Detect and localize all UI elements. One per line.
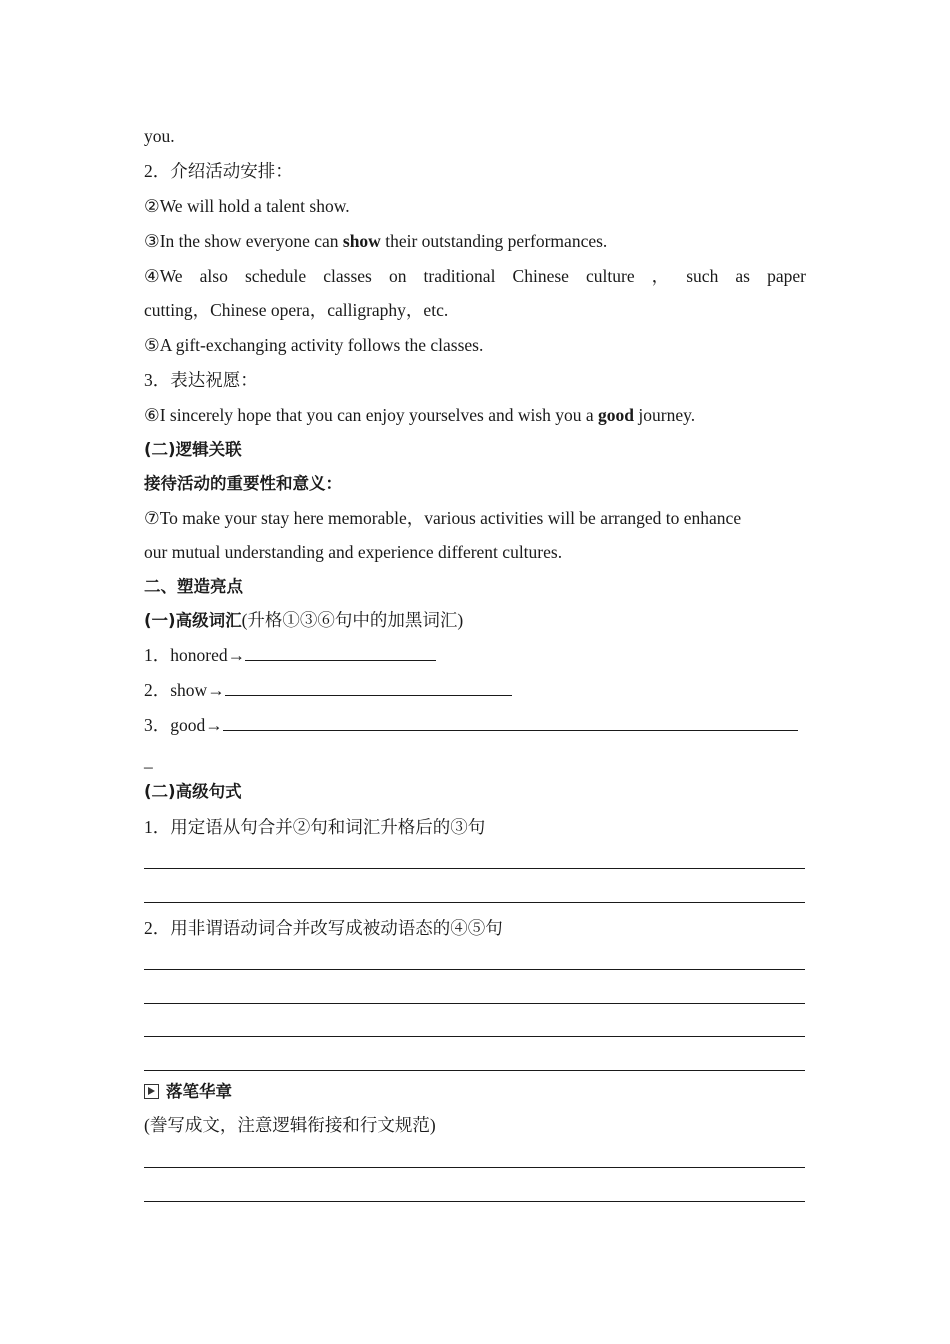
sentence-4-word: as: [735, 266, 750, 286]
sentence-4-line-2: cutting，Chinese opera，calligraphy，etc.: [144, 300, 449, 320]
final-heading: [144, 1080, 232, 1104]
vocab-heading-note: (升格①③⑥句中的加黑词汇): [241, 610, 464, 630]
task-1: 1．用定语从句合并②句和词汇升格后的③句: [144, 817, 486, 837]
answer-line[interactable]: [144, 1167, 805, 1168]
sentence-7-line-2: our mutual understanding and experience different cultures.: [144, 542, 563, 562]
sentence-6-bold-word: good: [598, 405, 635, 425]
vocab-item-3-tail: _: [144, 750, 153, 770]
sentence-3: [144, 229, 607, 253]
vocab-item-1: [144, 643, 436, 667]
sentence-4-word: classes: [323, 266, 372, 286]
vocab-item-3: [144, 713, 798, 737]
answer-line[interactable]: [144, 902, 805, 903]
play-icon: [144, 1084, 159, 1099]
section-heading-wishes: 3．表达祝愿：: [144, 370, 258, 390]
part-2-heading: 二、塑造亮点: [144, 577, 243, 596]
sentence-6: [144, 403, 695, 427]
task-2: 2．用非谓语动词合并改写成被动语态的④⑤句: [144, 918, 503, 938]
sentence-2: ②We will hold a talent show.: [144, 196, 350, 216]
vocab-item-1-blank[interactable]: [245, 645, 436, 661]
sentence-4-word: traditional: [423, 266, 496, 286]
sentence-6-pre: ⑥I sincerely hope that you can enjoy yourselves and wish you a: [144, 405, 599, 425]
text-line-you: you.: [144, 126, 175, 146]
sentence-6-post: journey.: [634, 405, 696, 425]
answer-line[interactable]: [144, 1070, 805, 1071]
sentence-3-post: their outstanding performances.: [380, 231, 608, 251]
vocab-item-3-blank[interactable]: [223, 715, 798, 731]
sentence-4-word: also: [199, 266, 228, 286]
sentence-5: ⑤A gift-exchanging activity follows the classes.: [144, 335, 484, 355]
sentence-4-word: on: [388, 266, 407, 286]
sentence-7-line-1: ⑦To make your stay here memorable，various activities will be arranged to enhance: [144, 508, 742, 528]
sentence-3-bold-word: show: [342, 231, 381, 251]
sentence-4-line-1: [144, 264, 806, 288]
sentence-4-word: ④We: [144, 266, 183, 286]
sentence-4-word: Chinese: [512, 266, 569, 286]
vocab-item-2: [144, 678, 512, 702]
vocab-item-2-blank[interactable]: [225, 680, 512, 696]
sentence-4-word: such: [686, 266, 719, 286]
sentence-3-pre: ③In the show everyone can: [144, 231, 343, 251]
sentence-4-word: ，: [651, 266, 670, 286]
vocab-heading: [144, 608, 463, 633]
sentence-4-word: schedule: [244, 266, 307, 286]
vocab-item-1-label: 1．honored→: [144, 645, 246, 665]
vocab-item-2-label: 2．show→: [144, 680, 225, 700]
sentence-4-word: culture: [586, 266, 635, 286]
sentence-pattern-heading: (二)高级句式: [144, 782, 242, 801]
section-heading-activities: 2．介绍活动安排：: [144, 161, 293, 181]
final-note: (誊写成文，注意逻辑衔接和行文规范): [144, 1115, 436, 1135]
answer-line[interactable]: [144, 868, 805, 869]
answer-line[interactable]: [144, 1036, 805, 1037]
final-heading-title: 落笔华章: [166, 1082, 232, 1101]
logic-heading: (二)逻辑关联: [144, 440, 242, 459]
vocab-item-3-label: 3．good→: [144, 715, 223, 735]
vocab-heading-title: (一)高级词汇: [144, 611, 242, 630]
answer-line[interactable]: [144, 1201, 805, 1202]
logic-subheading: 接待活动的重要性和意义：: [144, 474, 342, 493]
answer-line[interactable]: [144, 1003, 805, 1004]
answer-line[interactable]: [144, 969, 805, 970]
sentence-4-word: paper: [767, 266, 806, 286]
